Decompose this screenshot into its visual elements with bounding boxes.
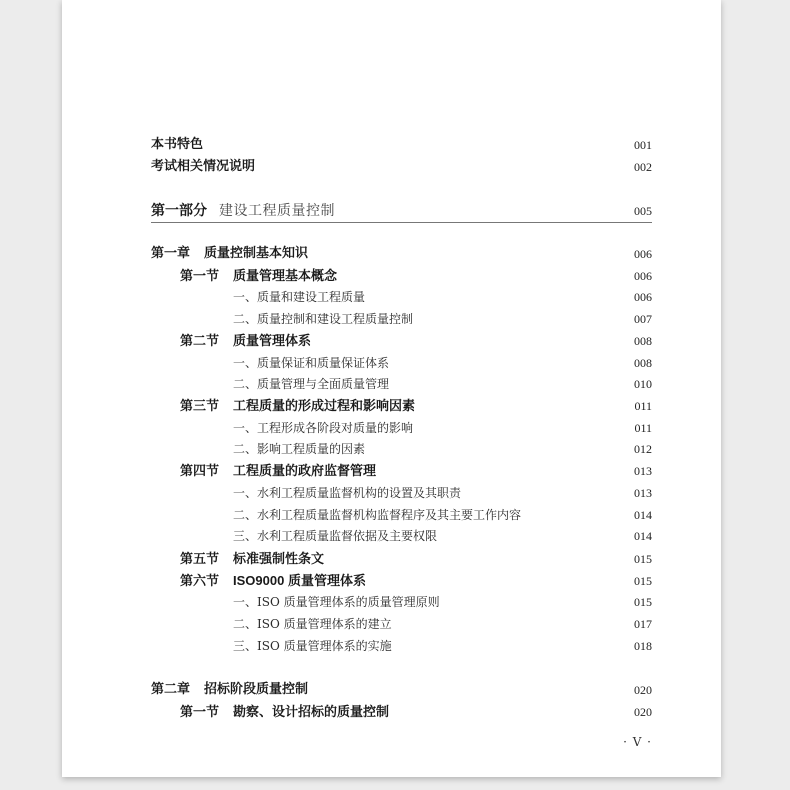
part-label: 第一部分 xyxy=(151,203,207,219)
entry-title: 考试相关情况说明 xyxy=(151,159,256,174)
section-page: 011 xyxy=(634,399,652,413)
section-title: 勘察、设计招标的质量控制 xyxy=(233,704,390,719)
section-title: 标准强制性条文 xyxy=(233,551,325,566)
item-title: 一、水利工程质量监督机构的设置及其职责 xyxy=(233,486,462,500)
page-number: · V · xyxy=(623,735,652,749)
item-page: 015 xyxy=(634,595,652,609)
section-label: 第四节 xyxy=(180,463,220,478)
section-page: 006 xyxy=(634,269,652,283)
chapter-title: 招标阶段质量控制 xyxy=(204,682,309,697)
section-page: 015 xyxy=(634,574,652,588)
part-divider xyxy=(151,222,652,223)
toc-item[interactable] xyxy=(62,353,721,373)
item-title: 二、质量控制和建设工程质量控制 xyxy=(233,312,414,326)
section-title: 质量管理基本概念 xyxy=(233,268,338,283)
item-page: 010 xyxy=(634,377,652,391)
chapter-page: 006 xyxy=(634,247,652,261)
section-title: ISO9000 质量管理体系 xyxy=(233,573,366,588)
part-page: 005 xyxy=(634,204,652,218)
section-label: 第二节 xyxy=(180,333,220,348)
item-title: 二、质量管理与全面质量管理 xyxy=(233,377,390,391)
toc-item[interactable] xyxy=(62,287,721,307)
item-title: 三、水利工程质量监督依据及主要权限 xyxy=(233,529,438,543)
toc-item[interactable] xyxy=(62,418,721,438)
section-page: 015 xyxy=(634,552,652,566)
item-title: 三、ISO 质量管理体系的实施 xyxy=(233,639,392,653)
item-title: 二、ISO 质量管理体系的建立 xyxy=(233,617,392,631)
entry-page: 001 xyxy=(634,138,652,152)
part-title: 建设工程质量控制 xyxy=(219,203,335,219)
toc-item[interactable] xyxy=(62,526,721,546)
item-page: 008 xyxy=(634,356,652,370)
toc-item[interactable] xyxy=(62,483,721,503)
toc-section[interactable] xyxy=(62,396,721,416)
item-title: 一、质量和建设工程质量 xyxy=(233,290,366,304)
item-title: 一、质量保证和质量保证体系 xyxy=(233,356,390,370)
section-title: 工程质量的形成过程和影响因素 xyxy=(233,398,416,413)
toc-chapter-2[interactable] xyxy=(62,680,721,700)
toc-item[interactable] xyxy=(62,636,721,656)
entry-page: 002 xyxy=(634,160,652,174)
entry-title: 本书特色 xyxy=(151,137,204,152)
toc-section[interactable] xyxy=(62,549,721,569)
section-label: 第三节 xyxy=(180,398,220,413)
section-page: 020 xyxy=(634,705,652,719)
book-page xyxy=(62,0,721,777)
section-page: 013 xyxy=(634,464,652,478)
section-label: 第一节 xyxy=(180,704,220,719)
item-page: 006 xyxy=(634,290,652,304)
section-page: 008 xyxy=(634,334,652,348)
section-label: 第五节 xyxy=(180,551,220,566)
toc-section[interactable] xyxy=(62,571,721,591)
section-title: 质量管理体系 xyxy=(233,333,312,348)
item-page: 014 xyxy=(634,529,652,543)
toc-section[interactable] xyxy=(62,266,721,286)
toc-entry-book-features[interactable] xyxy=(62,135,721,155)
toc-item[interactable] xyxy=(62,374,721,394)
item-page: 011 xyxy=(634,421,652,435)
item-page: 013 xyxy=(634,486,652,500)
toc-part-1[interactable] xyxy=(62,201,721,221)
section-label: 第一节 xyxy=(180,268,220,283)
item-page: 012 xyxy=(634,442,652,456)
toc-section[interactable] xyxy=(62,461,721,481)
item-page: 017 xyxy=(634,617,652,631)
item-title: 二、水利工程质量监督机构监督程序及其主要工作内容 xyxy=(233,508,522,522)
toc-item[interactable] xyxy=(62,614,721,634)
item-page: 007 xyxy=(634,312,652,326)
toc-section[interactable] xyxy=(62,331,721,351)
chapter-label: 第二章 xyxy=(151,682,191,697)
item-title: 一、工程形成各阶段对质量的影响 xyxy=(233,421,414,435)
toc-chapter-1[interactable] xyxy=(62,244,721,264)
item-page: 018 xyxy=(634,639,652,653)
toc-entry-exam-info[interactable] xyxy=(62,157,721,177)
toc-item[interactable] xyxy=(62,439,721,459)
item-title: 二、影响工程质量的因素 xyxy=(233,442,366,456)
section-title: 工程质量的政府监督管理 xyxy=(233,463,377,478)
item-title: 一、ISO 质量管理体系的质量管理原则 xyxy=(233,595,440,609)
toc-item[interactable] xyxy=(62,592,721,612)
chapter-label: 第一章 xyxy=(151,246,191,261)
chapter-title: 质量控制基本知识 xyxy=(204,246,309,261)
toc-item[interactable] xyxy=(62,309,721,329)
section-label: 第六节 xyxy=(180,573,220,588)
toc-section[interactable] xyxy=(62,702,721,722)
chapter-page: 020 xyxy=(634,683,652,697)
item-page: 014 xyxy=(634,508,652,522)
toc-item[interactable] xyxy=(62,505,721,525)
